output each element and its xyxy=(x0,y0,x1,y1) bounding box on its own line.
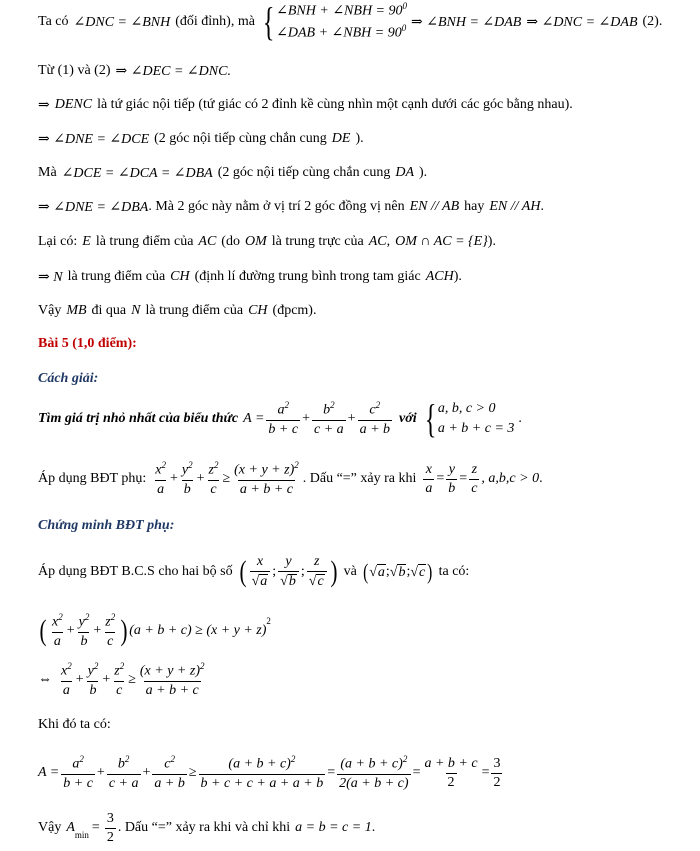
text: là trung điểm của xyxy=(67,269,166,284)
math: EN // AH xyxy=(489,199,541,214)
text: Vậy xyxy=(38,820,62,835)
math: EN // AB xyxy=(409,199,460,214)
text: ). xyxy=(419,165,428,180)
text: Mà xyxy=(38,165,57,180)
math: N xyxy=(131,303,141,318)
text: . Mà 2 góc này nằm ở vị trí 2 góc đồng vị nên xyxy=(148,199,405,214)
text: . Dấu “=” xảy ra khi và chỉ khi xyxy=(117,820,291,835)
text: Khi đó ta có: xyxy=(38,717,111,732)
heading-text: Bài 5 (1,0 điểm): xyxy=(38,336,137,351)
text: Vậy xyxy=(38,303,62,318)
math: ⇒ ∠DNC = ∠DAB xyxy=(526,14,638,30)
math: CH xyxy=(170,269,190,284)
system-of-equations: { ∠BNH + ∠NBH = $90^0$ ∠DAB + ∠NBH = $90^0$ xyxy=(262,0,407,44)
text: , xyxy=(386,234,391,249)
text: là trung điểm của xyxy=(145,303,244,318)
equivalent-inequality: ⇔ $\frac{x^2}{a}$ + $\frac{y^2}{b}$ + $\frac{z^2}{c}$ ≥ $\frac{(x + y + z)^2}{a + b + c}$ xyxy=(38,661,205,698)
text: là trung trực của xyxy=(271,234,364,249)
fraction: $\frac{b^2}{c + a}$ xyxy=(313,400,344,437)
math: AC xyxy=(198,234,217,249)
text: là trung điểm của xyxy=(95,234,194,249)
text: . xyxy=(540,199,544,214)
method-heading xyxy=(38,370,98,388)
math: CH xyxy=(248,303,268,318)
math: DA xyxy=(395,165,415,180)
text: ). xyxy=(453,269,462,284)
text: . Dấu “=” xảy ra khi xyxy=(302,471,417,486)
math: ⇒ ∠DEC = ∠DNC. xyxy=(115,63,231,79)
text: đi qua xyxy=(91,303,127,318)
text: Từ (1) và (2) xyxy=(38,63,111,78)
text: (2 góc nội tiếp cùng chắn cung xyxy=(217,165,391,180)
equation-2: ∠DAB + ∠NBH = 90 xyxy=(276,25,402,41)
system-of-conditions: { a, b, c > 0 a + b + c = 3 xyxy=(424,396,515,441)
final-inequality: A = $\frac{a^2}{b + c}$ + $\frac{b^2}{c + a}$ + $\frac{c^2}{a + b}$ ≥ $\frac{(a + b + c)^2}{b + c + c + a + a + b}$ = $\frac{(a + b + c)^2}{2(a + b + c)}$ = $\frac{a + b + c}{2}$ = $\frac{3}{2}$ xyxy=(38,754,501,791)
text: (đpcm). xyxy=(272,303,317,318)
text: Lại có: xyxy=(38,234,78,249)
math: DENC xyxy=(54,97,93,112)
text: (2 góc nội tiếp cùng chắn cung xyxy=(154,131,327,146)
line-3 xyxy=(38,96,573,114)
text: (định lí đường trung bình trong tam giác xyxy=(194,269,421,284)
section-heading xyxy=(38,335,137,353)
math: MB xyxy=(66,303,87,318)
line-5 xyxy=(38,164,427,182)
math: OM ∩ AC = {E} xyxy=(395,234,488,249)
text: và xyxy=(343,564,357,579)
text: với xyxy=(399,411,417,426)
text: ). xyxy=(355,131,364,146)
math: A = xyxy=(243,411,265,426)
fraction: $\frac{c^2}{a + b}$ xyxy=(359,400,391,437)
line-4 xyxy=(38,130,364,148)
auxiliary-inequality: Áp dụng BĐT phụ: $\frac{x^2}{a}$ + $\frac{y^2}{b}$ + $\frac{z^2}{c}$ ≥ $\frac{(x + y + z)^2}{a + b + c}$ . Dấu “=” xảy ra khi $\frac{x}{a}$ = $\frac{y}{b}$ = $\frac{z}{c}$ , a,b,c > 0 . xyxy=(38,460,543,497)
math: ⇒ N xyxy=(38,269,63,285)
math: ACH xyxy=(425,269,454,284)
math: ∠DNC = ∠BNH xyxy=(73,14,171,30)
conclusion: Vậy A $_{min}$ = $\frac{3}{2}$ . Dấu “=” xảy ra khi và chỉ khi a = b = c = 1 . xyxy=(38,810,376,845)
line-2 xyxy=(38,62,231,80)
line-6 xyxy=(38,198,544,216)
bcs-application: Áp dụng BĐT B.C.S cho hai bộ số ( x √ a ; y √ b ; z √ c ) và ( √ a ; √ b ; √ c ) ta có: xyxy=(38,554,470,589)
math: ⇒ ∠BNH = ∠DAB xyxy=(411,14,522,30)
equation-tag: (2). xyxy=(642,14,663,29)
math: ∠DCE = ∠DCA = ∠DBA xyxy=(61,165,213,181)
text: Áp dụng BĐT B.C.S cho hai bộ số xyxy=(38,564,233,579)
text: ta có: xyxy=(438,564,470,579)
text: Tìm giá trị nhỏ nhất của biểu thức xyxy=(38,411,239,426)
bcs-inequality: ( $\frac{x^2}{a}$ + $\frac{y^2}{b}$ + $\frac{z^2}{c}$ ) (a + b + c) ≥ (x + y + z) $^2$ xyxy=(39,612,271,649)
math: ⇒ xyxy=(38,97,50,113)
math: AC xyxy=(368,234,387,249)
line-7 xyxy=(38,233,496,251)
text: (đối đỉnh), mà xyxy=(175,14,255,29)
proof-heading xyxy=(38,517,174,535)
text: là tứ giác nội tiếp (tứ giác có 2 đỉnh kề cùng nhìn một cạnh dưới các góc bằng nhau). xyxy=(97,97,573,112)
math: ⇒ ∠DNE = ∠DBA xyxy=(38,199,149,215)
line-8 xyxy=(38,268,462,286)
text: ). xyxy=(487,234,496,249)
proof-text: Chứng minh BĐT phụ: xyxy=(38,518,175,533)
math: ⇒ ∠DNE = ∠DCE xyxy=(38,131,150,147)
line-9 xyxy=(38,302,316,320)
text: hay xyxy=(464,199,485,214)
text: (do xyxy=(221,234,240,249)
text: Áp dụng BĐT phụ: xyxy=(38,471,147,486)
method-text: Cách giải: xyxy=(38,371,99,386)
equation-1: ∠BNH + ∠NBH = 90 xyxy=(276,3,403,19)
math: E xyxy=(82,234,91,249)
problem-statement: Tìm giá trị nhỏ nhất của biểu thức A = $\frac{a^2}{b + c}$ + $\frac{b^2}{c + a}$ + $\frac{c^2}{a + b}$ với { a, b, c > 0 a + b + c = 3 . xyxy=(38,396,522,441)
math: DE xyxy=(331,131,351,146)
line-1 xyxy=(38,0,663,44)
line-15 xyxy=(38,716,111,734)
fraction: $\frac{a^2}{b + c}$ xyxy=(268,400,299,437)
math: OM xyxy=(244,234,267,249)
text: Ta có xyxy=(38,14,69,29)
